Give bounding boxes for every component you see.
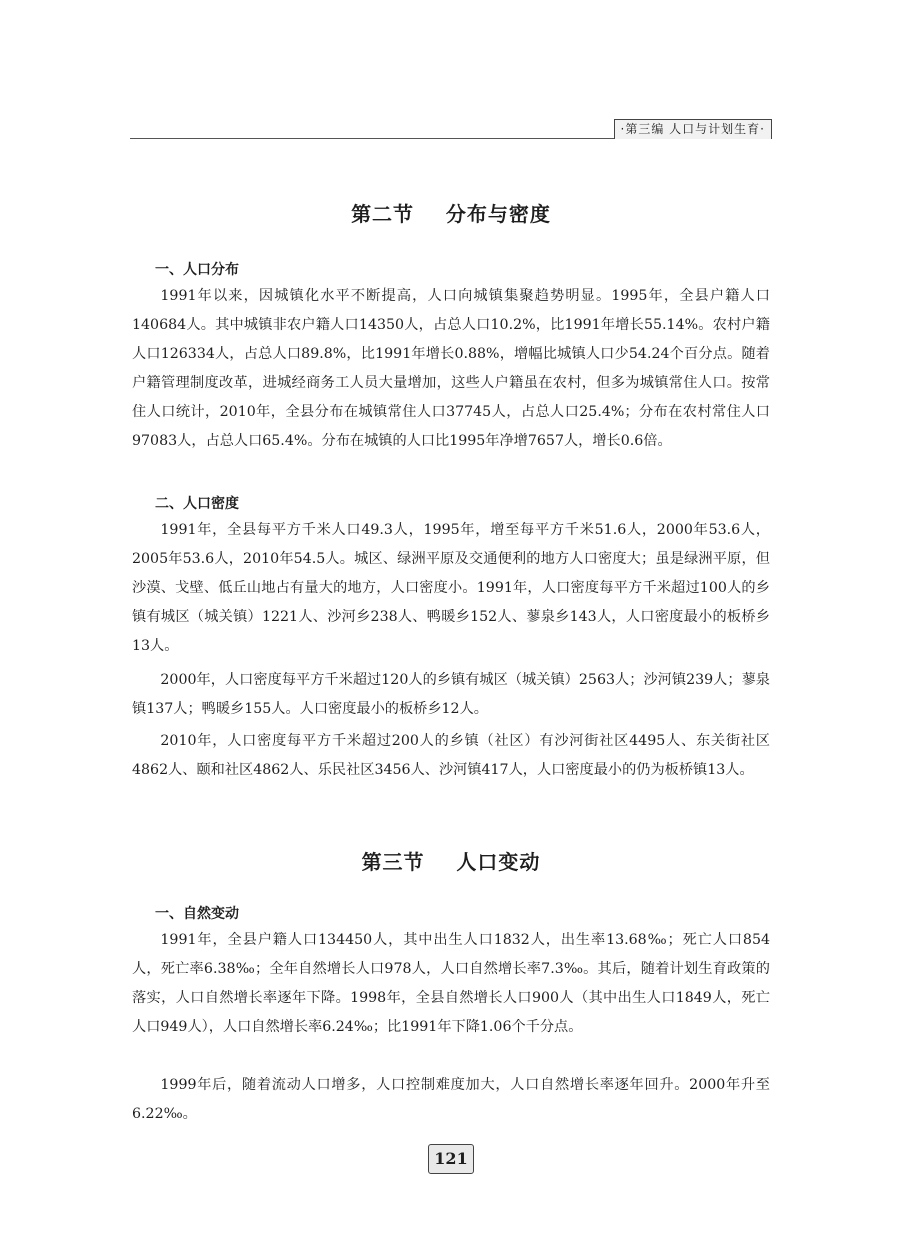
section-title-population-change: 第三节 人口变动	[361, 850, 541, 874]
paragraph: 2010年，人口密度每平方千米超过200人的乡镇（社区）有沙河街社区4495人、东关街社区4862人、颐和社区4862人、乐民社区3456人、沙河镇417人，人口密度最小的仍为板桥镇13人。	[132, 733, 770, 778]
subheading-natural-change: 一、自然变动	[155, 906, 239, 922]
paragraph: 2000年，人口密度每平方千米超过120人的乡镇有城区（城关镇）2563人；沙河镇239人；蓼泉镇137人；鸭暖乡155人。人口密度最小的板桥乡12人。	[132, 672, 770, 717]
paragraph: 1999年后，随着流动人口增多，人口控制难度加大，人口自然增长率逐年回升。2000年升至6.22‰。	[132, 1077, 770, 1122]
page-number: 121	[428, 1144, 474, 1174]
paragraph: 1991年，全县户籍人口134450人，其中出生人口1832人，出生率13.68‰；死亡人口854人，死亡率6.38‰；全年自然增长人口978人，人口自然增长率7.3‰。其后，随着计划生育政策的落实，人口自然增长率逐年下降。1998年，全县自然增长人口900人（其中出生人口1849人，死亡人口949人），人口自然增长率6.24‰；比1991年下降1.06个千分点。	[132, 932, 770, 1035]
subheading-population-density: 二、人口密度	[155, 496, 239, 512]
paragraph: 1991年，全县每平方千米人口49.3人，1995年，增至每平方千米51.6人，2000年53.6人，2005年53.6人，2010年54.5人。城区、绿洲平原及交通便利的地方人口密度大；虽是绿洲平原，但沙漠、戈壁、低丘山地占有量大的地方，人口密度小。1991年，人口密度每平方千米超过100人的乡镇有城区（城关镇）1221人、沙河乡238人、鸭暖乡152人、蓼泉乡143人，人口密度最小的板桥乡13人。	[132, 522, 770, 654]
running-header: ·第三编 人口与计划生育·	[614, 119, 772, 139]
section-title-distribution: 第二节 分布与密度	[351, 202, 551, 226]
subheading-population-distribution: 一、人口分布	[155, 262, 239, 278]
paragraph: 1991年以来，因城镇化水平不断提高，人口向城镇集聚趋势明显。1995年，全县户籍人口140684人。其中城镇非农户籍人口14350人，占总人口10.2%，比1991年增长55.14%。农村户籍人口126334人，占总人口89.8%，比1991年增长0.88%，增幅比城镇人口少54.24个百分点。随着户籍管理制度改革，进城经商务工人员大量增加，这些人户籍虽在农村，但多为城镇常住人口。按常住人口统计，2010年，全县分布在城镇常住人口37745人，占总人口25.4%；分布在农村常住人口97083人，占总人口65.4%。分布在城镇的人口比1995年净增7657人，增长0.6倍。	[132, 288, 770, 449]
